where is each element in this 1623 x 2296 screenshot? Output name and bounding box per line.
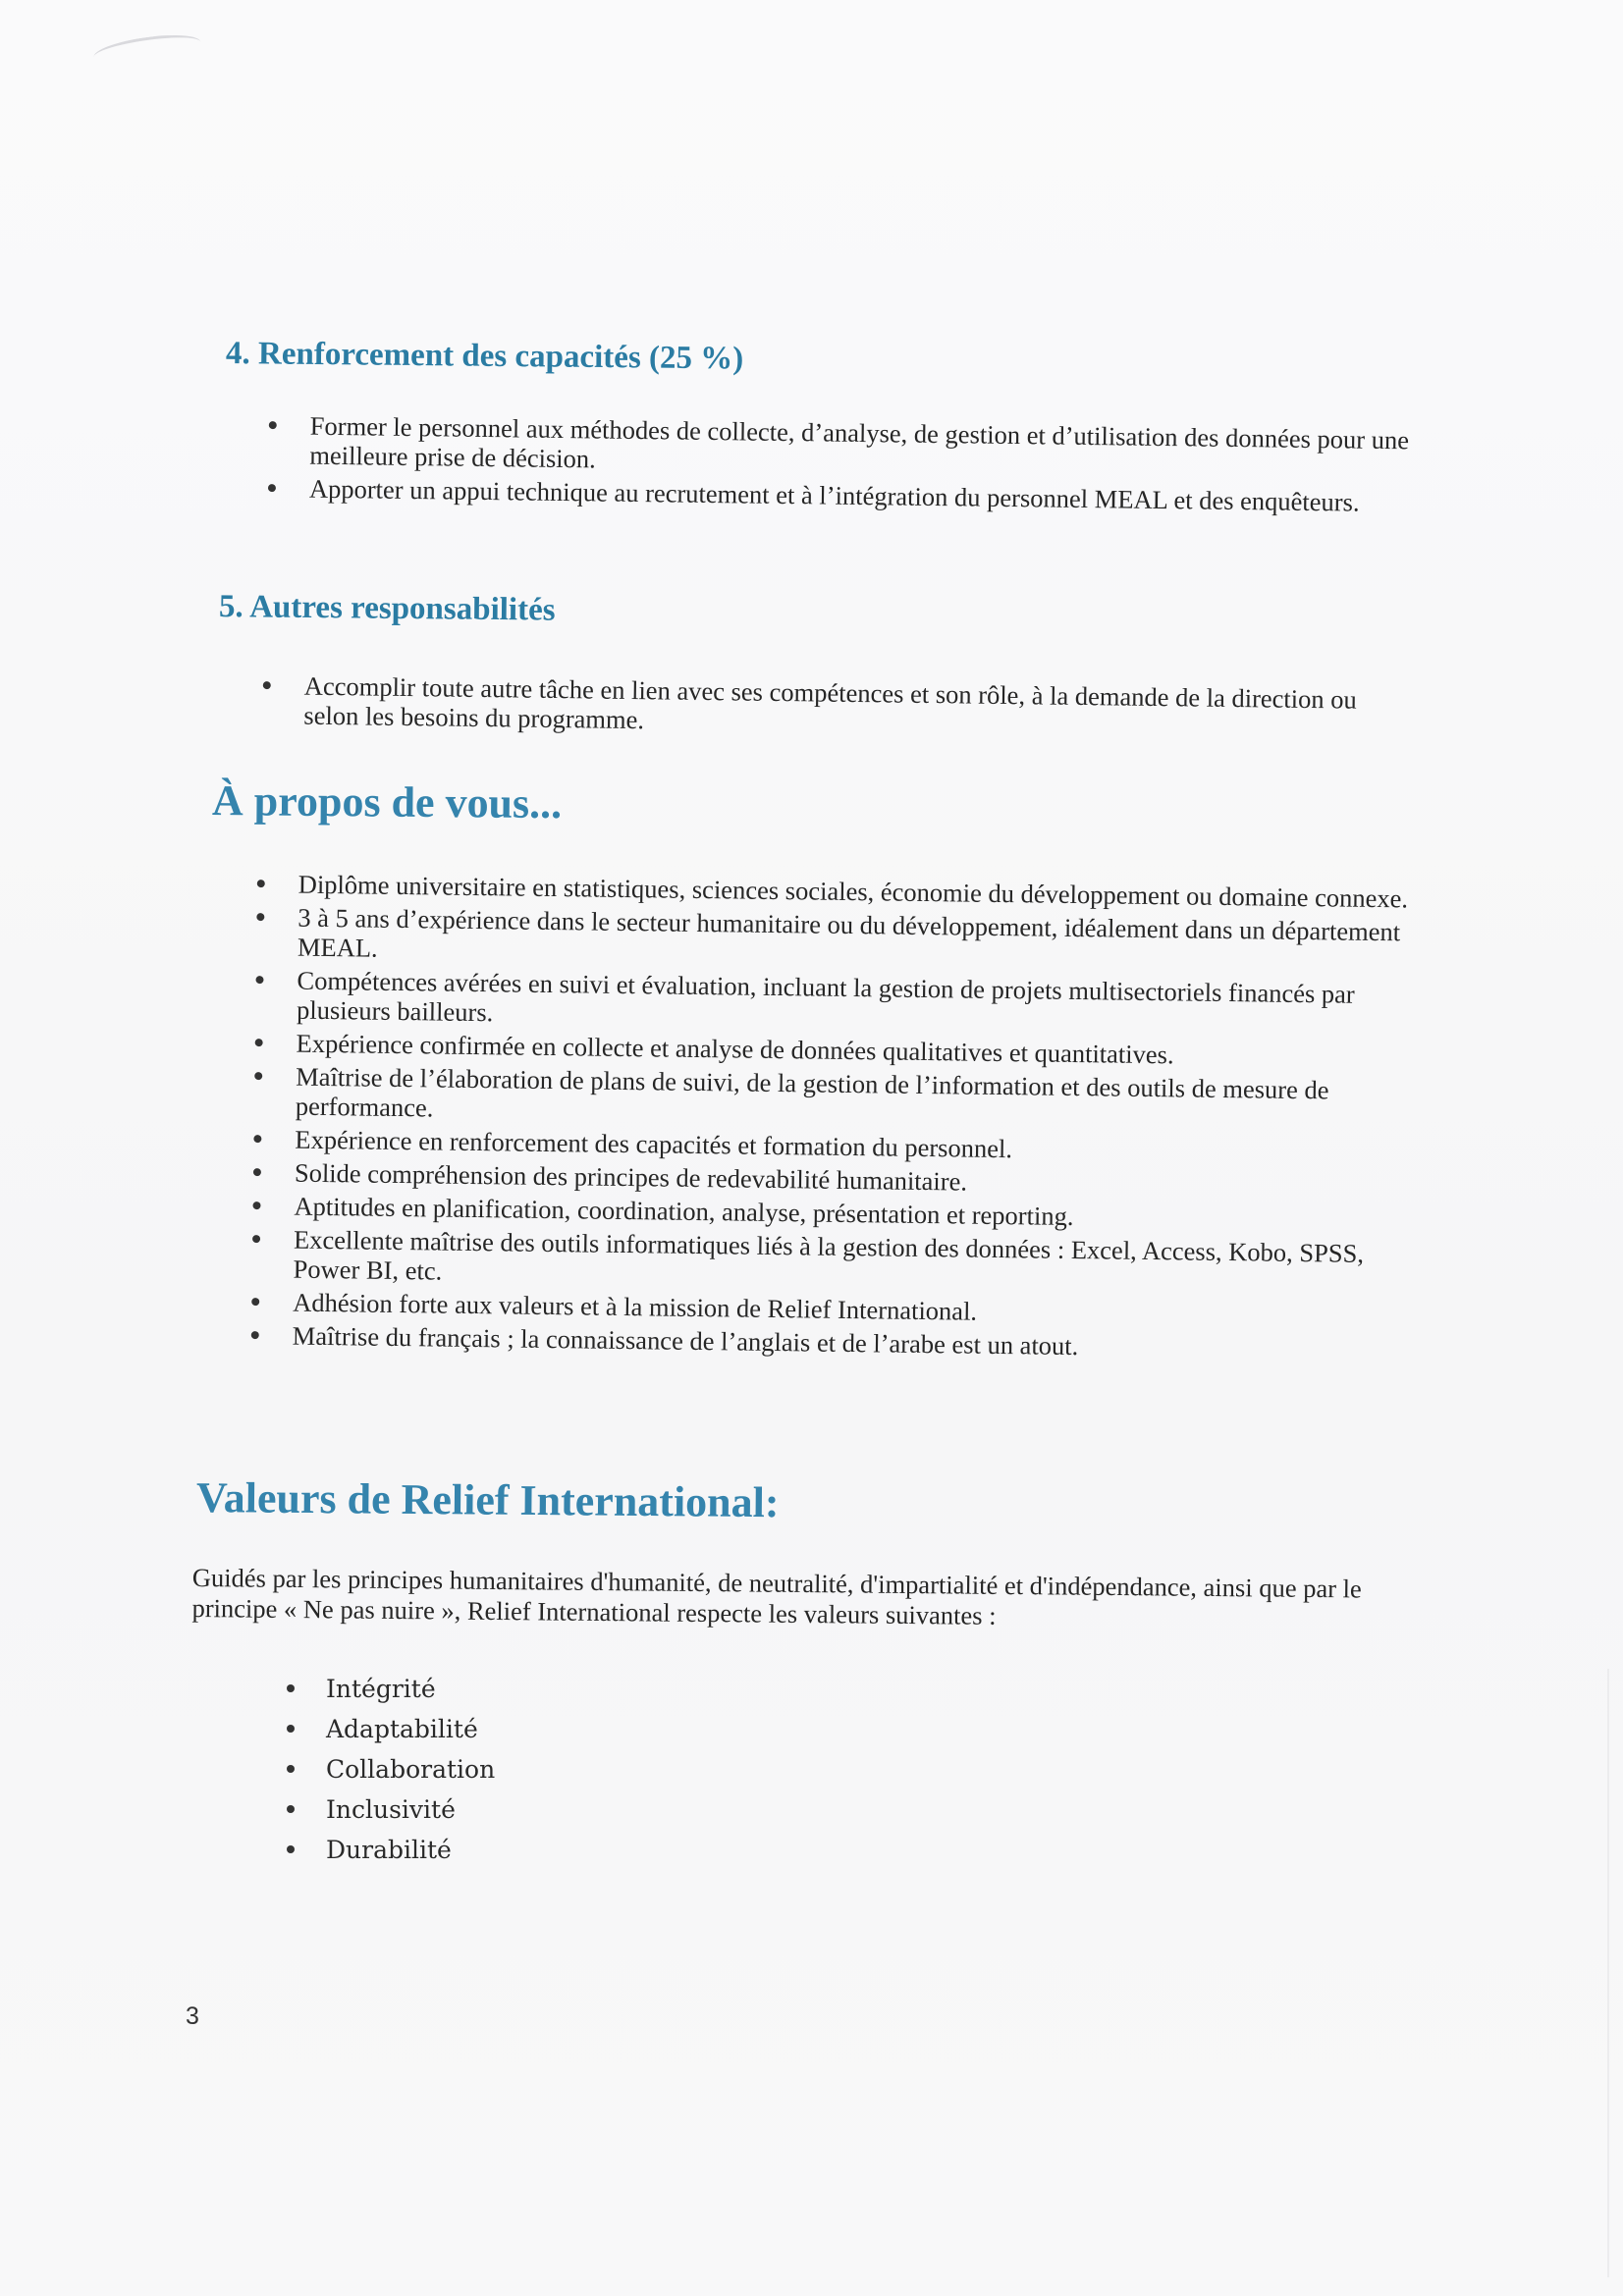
page-number: 3 [186, 2002, 199, 2030]
bullet-icon [255, 976, 263, 984]
bullet-icon [287, 1765, 295, 1773]
list-item [281, 1749, 870, 1789]
other-list [256, 670, 1406, 748]
bullet-icon [256, 913, 264, 921]
bullet-icon [253, 1168, 261, 1176]
list-item [250, 902, 1410, 976]
list-item-text: Adaptabilité [326, 1715, 478, 1743]
list-item-text: Inclusivité [326, 1795, 456, 1824]
list-item-text: Collaboration [326, 1755, 496, 1784]
bullet-icon [287, 1725, 295, 1733]
section-heading-about: À propos de vous... [211, 776, 563, 828]
list-item-text: Compétences avérées en suivi et évaluation, incluant la gestion de projets multisectoriels financés par plusieurs bailleurs. [296, 965, 1355, 1028]
bullet-icon [251, 1298, 259, 1306]
list-item-text: Accomplir toute autre tâche en lien avec ses compétences et son rôle, à la demande de la direction ou selon les besoins du programme. [303, 670, 1357, 735]
bullet-icon [269, 421, 277, 429]
list-item [262, 410, 1412, 484]
list-item-text: Intégrité [326, 1675, 436, 1703]
list-item-text: Former le personnel aux méthodes de collecte, d’analyse, de gestion et d’utilisation des données pour une meilleure prise de décision. [309, 410, 1410, 474]
list-item [281, 1669, 870, 1709]
bullet-icon [252, 1201, 260, 1209]
list-item [256, 670, 1406, 744]
list-item [281, 1709, 870, 1749]
list-item-text: Solide compréhension des principes de redevabilité humanitaire. [294, 1157, 968, 1197]
list-item [281, 1830, 870, 1870]
bullet-icon [252, 1235, 260, 1243]
list-item [249, 965, 1409, 1039]
bullet-icon [257, 880, 265, 887]
section-heading-values: Valeurs de Relief International: [195, 1473, 780, 1527]
list-item-text: Expérience en renforcement des capacités et formation du personnel. [295, 1124, 1013, 1164]
list-item [248, 1061, 1408, 1135]
list-item-text: 3 à 5 ans d’expérience dans le secteur humanitaire ou du développement, idéalement dans un département MEAL. [297, 902, 1401, 963]
list-item [281, 1789, 870, 1830]
page-edge-line [1607, 1669, 1609, 2277]
list-item-text: Maîtrise du français ; la connaissance de l’anglais et de l’arabe est un atout. [292, 1320, 1079, 1362]
section-heading-capacity: 4. Renforcement des capacités (25 %) [225, 336, 744, 377]
list-item-text: Durabilité [326, 1836, 452, 1864]
list-item [245, 1224, 1405, 1298]
list-item-text: Aptitudes en planification, coordination, analyse, présentation et reporting. [294, 1191, 1074, 1231]
values-list [281, 1669, 870, 1870]
bullet-icon [254, 1072, 262, 1080]
bullet-icon [253, 1135, 261, 1143]
about-list [245, 869, 1410, 1368]
list-item-text: Excellente maîtrise des outils informatiques liés à la gestion des données : Excel, Access, Kobo, SPSS, Power BI, etc. [293, 1224, 1365, 1286]
list-item-text: Apporter un appui technique au recrutement et à l’intégration du personnel MEAL et des enquêteurs. [308, 473, 1360, 517]
bullet-icon [287, 1805, 295, 1813]
bullet-icon [287, 1845, 295, 1853]
bullet-icon [263, 681, 271, 689]
list-item-text: Expérience confirmée en collecte et analyse de données qualitatives et quantitatives. [296, 1028, 1174, 1070]
scan-smudge [92, 29, 202, 69]
capacity-list [262, 410, 1412, 521]
list-item-text: Adhésion forte aux valeurs et à la mission de Relief International. [293, 1287, 978, 1326]
bullet-icon [268, 484, 276, 492]
section-heading-other: 5. Autres responsabilités [218, 589, 556, 628]
bullet-icon [251, 1331, 259, 1339]
list-item-text: Maîtrise de l’élaboration de plans de suivi, de la gestion de l’information et des outils de mesure de performance. [295, 1061, 1329, 1123]
values-intro-paragraph: Guidés par les principes humanitaires d'humanité, de neutralité, d'impartialité et d'indépendance, ainsi que par le principe « Ne pas nuire », Relief International respecte les valeurs suivantes : [191, 1563, 1362, 1630]
bullet-icon [287, 1684, 295, 1692]
list-item-text: Diplôme universitaire en statistiques, sciences sociales, économie du développement ou domaine connexe. [298, 869, 1409, 914]
bullet-icon [255, 1039, 263, 1046]
